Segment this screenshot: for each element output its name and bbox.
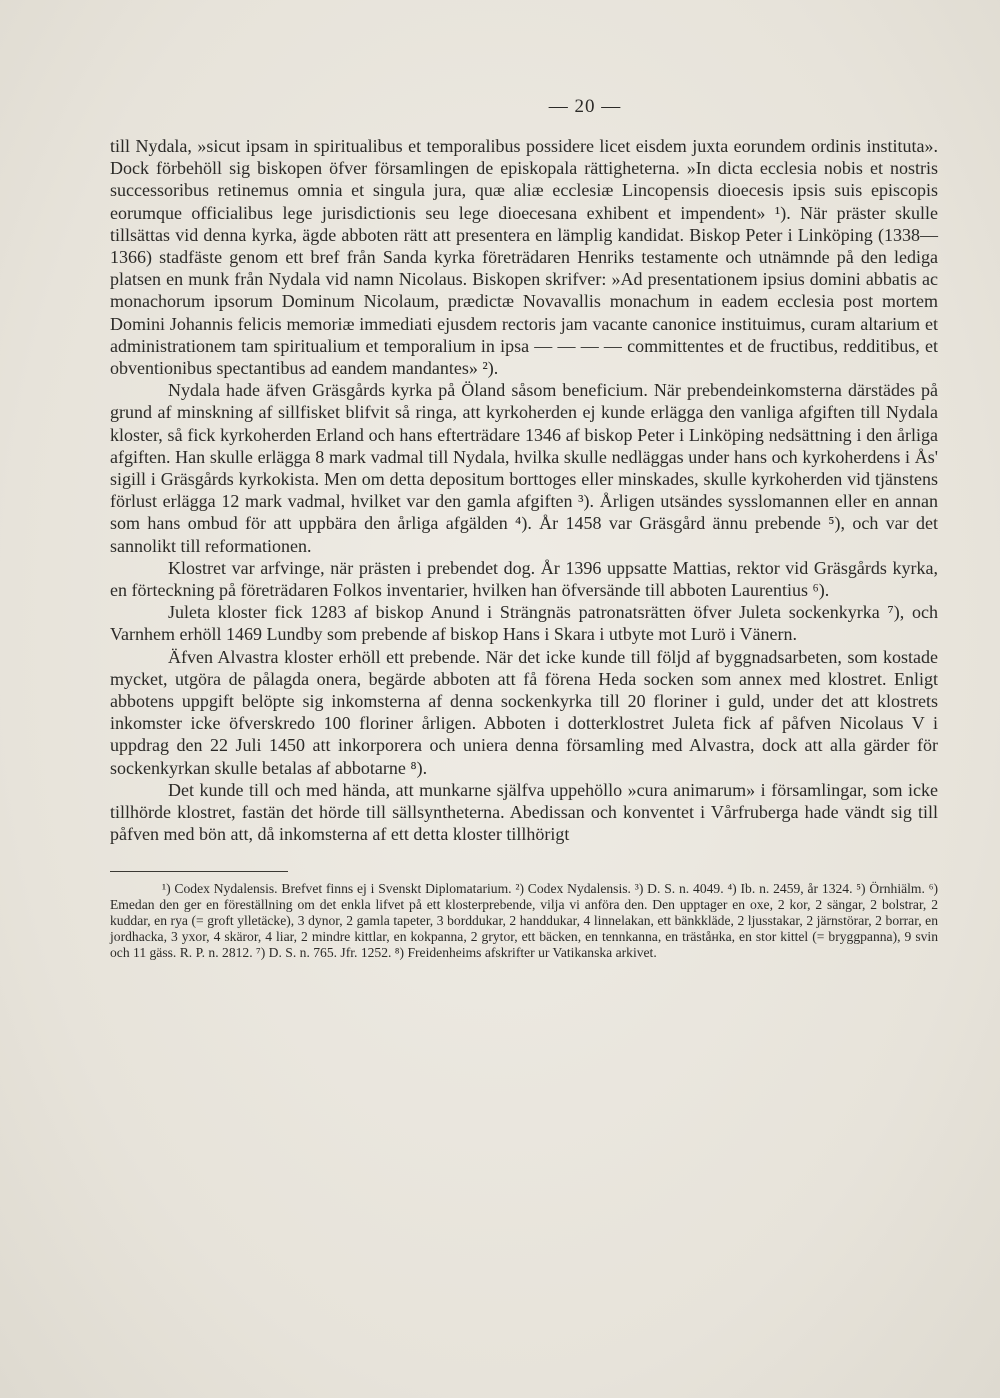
paragraph: Nydala hade äfven Gräsgårds kyrka på Öland såsom beneficium. När prebendeinkomsterna därstädes på grund af minskning af sillfisket blifvit så ringa, att kyrkoherden ej kunde erlägga den vanliga afgiften till Nydala kloster, så fick kyrkoherden Erland och hans efterträdare 1346 af biskop Peter i Linköping nedsättning i den årliga afgiften. Han skulle erlägga 8 mark vadmal till Nydala, hvilka skulle nedläggas under hans och kyrkoherdens i Ås' sigill i Gräsgårds kyrkokista. Men om detta depositum borttoges eller minskades, skulle kyrkoherden vid tjänstens förlust erlägga 12 mark vadmal, hvilket var den gamla afgiften ³). Årligen utsändes sysslomannen eller en annan som hans ombud för att uppbära den årliga afgälden ⁴). År 1458 var Gräsgård ännu prebende ⁵), och var det sannolikt till reformationen. [110,380,938,556]
footnotes [110,881,938,962]
paragraph: Det kunde till och med hända, att munkarne själfva uppehöllo »cura animarum» i församlingar, som icke tillhörde klostret, fastän det hörde till sällsyntheterna. Abedissan och konventet i Vårfruberga hade vändt sig till påfven med bön att, då inkomsterna af ett detta kloster tillhörigt [110,779,938,845]
footnote-block: ¹) Codex Nydalensis. Brefvet finns ej i Svenskt Diplomatarium. ²) Codex Nydalensis. ³) D. S. n. 4049. ⁴) Ib. n. 2459, år 1324. ⁵) Örnhiälm. ⁶) Emedan den ger en föreställning om det enkla lifvet på ett klosterprebende, vilja vi anföra den. Den upptager en oxe, 2 kor, 2 sängar, 2 bolstrar, 2 kuddar, en rya (= groft ylletäcke), 3 dynor, 2 gamla tapeter, 3 borddukar, 2 handdukar, 4 linnelakan, ett bänkkläde, 2 ljusstakar, 2 järnstörar, 2 borrar, en jordhacka, 3 yxor, 4 skäror, 4 liar, 2 mindre kittlar, en kokpanna, 2 grytor, ett bäcken, en tennkanna, en träståнka, en stor kittel (= bryggpanna), 9 svin och 11 gäss. R. P. n. 2812. ⁷) D. S. n. 765. Jfr. 1252. ⁸) Freidenheims afskrifter ur Vatikanska arkivet. [110,880,938,961]
paragraph: Juleta kloster fick 1283 af biskop Anund i Strängnäs patronatsrätten öfver Juleta sockenkyrka ⁷), och Varnhem erhöll 1469 Lundby som prebende af biskop Hans i Skara i utbyte mot Lurö i Vänern. [110,602,938,645]
paragraph: Klostret var arfvinge, när prästen i prebendet dog. År 1396 uppsatte Mattias, rektor vid Gräsgårds kyrka, en förteckning på företrädaren Folkos inventarier, hvilken han öfversände till abboten Laurentius ⁶). [110,557,938,601]
paragraph: till Nydala, »sicut ipsam in spiritualibus et temporalibus possidere licet eisdem juxta eorundem ordinis instituta». Dock förbehöll sig biskopen öfver församlingen de episkopala rättigheterna. »In dicta ecclesia nobis et nostris successoribus retinemus omnia et singula jura, quæ aliæ ecclesiæ Lincopensis dioecesis ipsis suis episcopis eorumque officialibus lege jurisdictionis seu lege dioecesana exhibent et impendent» ¹). När präster skulle tillsättas vid denna kyrka, ägde abboten rätt att presentera en lämplig kandidat. Biskop Peter i Linköping (1338—1366) stadfäste genom ett bref från Sanda kyrka företrädaren Henriks testamente och utnämnde på den lediga platsen en munk från Nydala vid namn Nicolaus. Biskopen skrifver: »Ad presentationem ipsius domini abbatis ac monachorum ipsorum Dominum Nicolaum, prædictæ Novavallis monachum in eadem ecclesia post mortem Domini Johannis felicis memoriæ immediati ejusdem rectoris jam vacante canonice instituimus, curam altarium et administrationem tam spiritualium et temporalium in ipsa — — — — committentes et de fructibus, redditibus, et obventionibus spectantibus ad eandem mandantes» ²). [110,136,938,379]
body-text [110,135,938,846]
paragraph: Äfven Alvastra kloster erhöll ett prebende. När det icke kunde till följd af byggnadsarbeten, som kostade mycket, utgöra de pålagda onera, begärde abboten att få förena Heda socken som annex med klostret. Enligt abbotens uppgift belöpte sig inkomsterna af denna sockenkyrka till 20 floriner i guld, under det att klostrets inkomster icke öfverskredo 100 floriner årligen. Abboten i dotterklostret Juleta fick af påfven Nicolaus V i uppdrag den 22 Juli 1450 att inkorporera och uniera denna församling med Alvastra, dock att alla gärder för sockenkyrkan skulle betalas af abbotarne ⁸). [110,646,938,778]
footnote-divider [110,871,288,872]
page-number: — 20 — [548,96,622,117]
